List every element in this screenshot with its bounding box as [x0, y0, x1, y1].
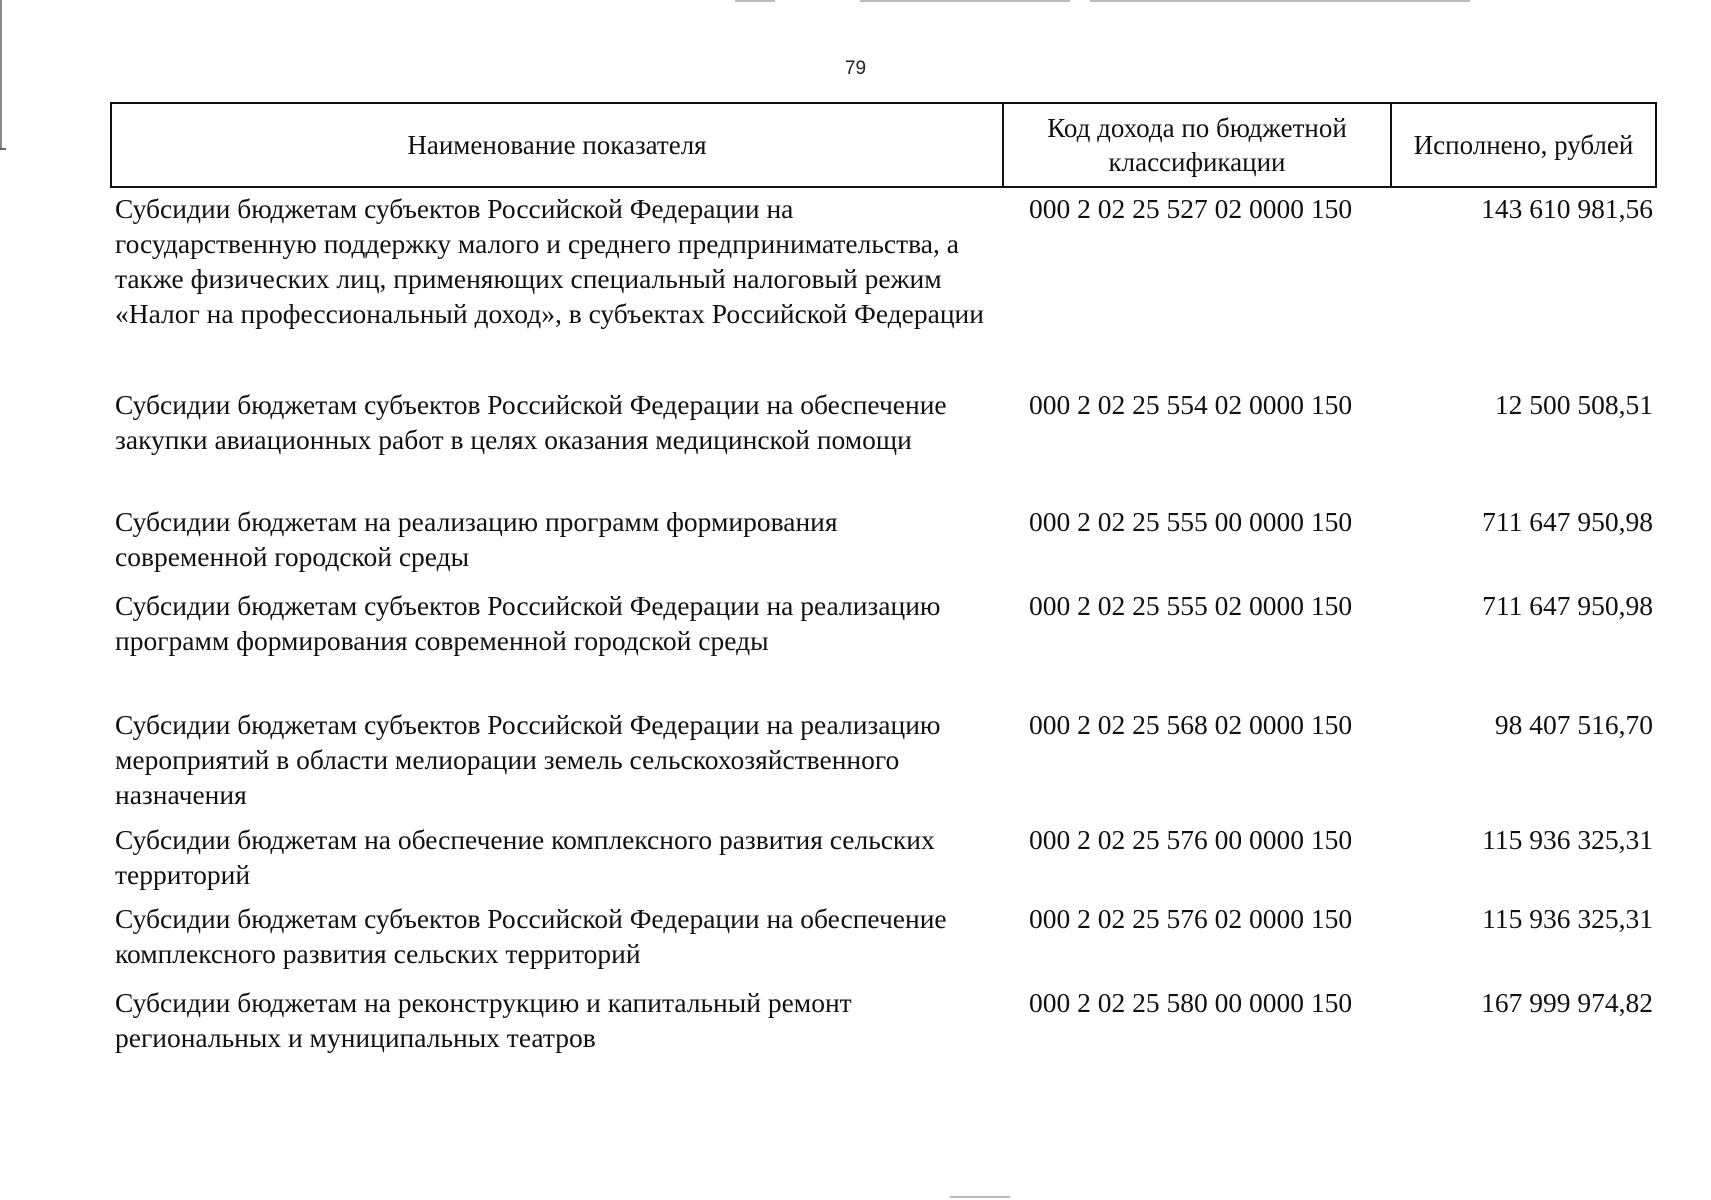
- header-name: Наименование показателя: [112, 104, 1004, 186]
- row-amount: 167 999 974,82: [1481, 987, 1653, 1018]
- table-row: [110, 504, 1657, 574]
- row-code: 000 2 02 25 555 00 0000 150: [1029, 506, 1353, 537]
- scan-artifact: [950, 1196, 1010, 1198]
- row-code: 000 2 02 25 527 02 0000 150: [1029, 193, 1353, 224]
- table-row: [110, 387, 1657, 457]
- row-name: Субсидии бюджетам на реализацию программ формирования современной городской среды: [115, 506, 838, 572]
- row-amount: 115 936 325,31: [1482, 903, 1653, 934]
- scan-artifact: [1090, 0, 1470, 2]
- scan-artifact: [735, 0, 775, 2]
- page-number: 79: [844, 58, 867, 79]
- table-row: [110, 707, 1657, 812]
- row-amount: 711 647 950,98: [1482, 506, 1653, 537]
- row-amount: 98 407 516,70: [1494, 709, 1653, 740]
- table-row: [110, 822, 1657, 892]
- row-name: Субсидии бюджетам субъектов Российской Федерации на реализацию мероприятий в области мелиорации земель сельскохозяйственного назначения: [115, 709, 941, 810]
- row-amount: 143 610 981,56: [1481, 193, 1653, 224]
- header-code: Код дохода по бюджетной классификации: [1004, 104, 1392, 186]
- row-name: Субсидии бюджетам субъектов Российской Федерации на обеспечение закупки авиационных работ в целях оказания медицинской помощи: [115, 389, 947, 455]
- row-amount: 115 936 325,31: [1482, 824, 1653, 855]
- row-name: Субсидии бюджетам субъектов Российской Федерации на обеспечение комплексного развития сельских территорий: [115, 903, 947, 969]
- row-code: 000 2 02 25 576 02 0000 150: [1029, 903, 1353, 934]
- row-name: Субсидии бюджетам субъектов Российской Федерации на государственную поддержку малого и среднего предпринимательства, а также физических лиц, применяющих специальный налоговый режим «Налог на профессиональный доход», в субъектах Российской Федерации: [115, 193, 984, 329]
- row-code: 000 2 02 25 555 02 0000 150: [1029, 590, 1353, 621]
- scan-edge-tick: [0, 148, 6, 150]
- row-code: 000 2 02 25 580 00 0000 150: [1029, 987, 1353, 1018]
- row-amount: 12 500 508,51: [1494, 389, 1653, 420]
- table-row: [110, 588, 1657, 658]
- row-name: Субсидии бюджетам субъектов Российской Федерации на реализацию программ формирования современной городской среды: [115, 590, 941, 656]
- table-row: [110, 985, 1657, 1055]
- row-code: 000 2 02 25 576 00 0000 150: [1029, 824, 1353, 855]
- table-row: [110, 191, 1657, 331]
- row-code: 000 2 02 25 568 02 0000 150: [1029, 709, 1353, 740]
- row-code: 000 2 02 25 554 02 0000 150: [1029, 389, 1353, 420]
- scan-artifact: [860, 0, 1070, 2]
- row-name: Субсидии бюджетам на обеспечение комплексного развития сельских территорий: [115, 824, 935, 890]
- row-name: Субсидии бюджетам на реконструкцию и капитальный ремонт региональных и муниципальных театров: [115, 987, 852, 1053]
- table-header: [110, 102, 1657, 188]
- table-row: [110, 901, 1657, 971]
- header-amount: Исполнено, рублей: [1413, 130, 1634, 160]
- row-amount: 711 647 950,98: [1482, 590, 1653, 621]
